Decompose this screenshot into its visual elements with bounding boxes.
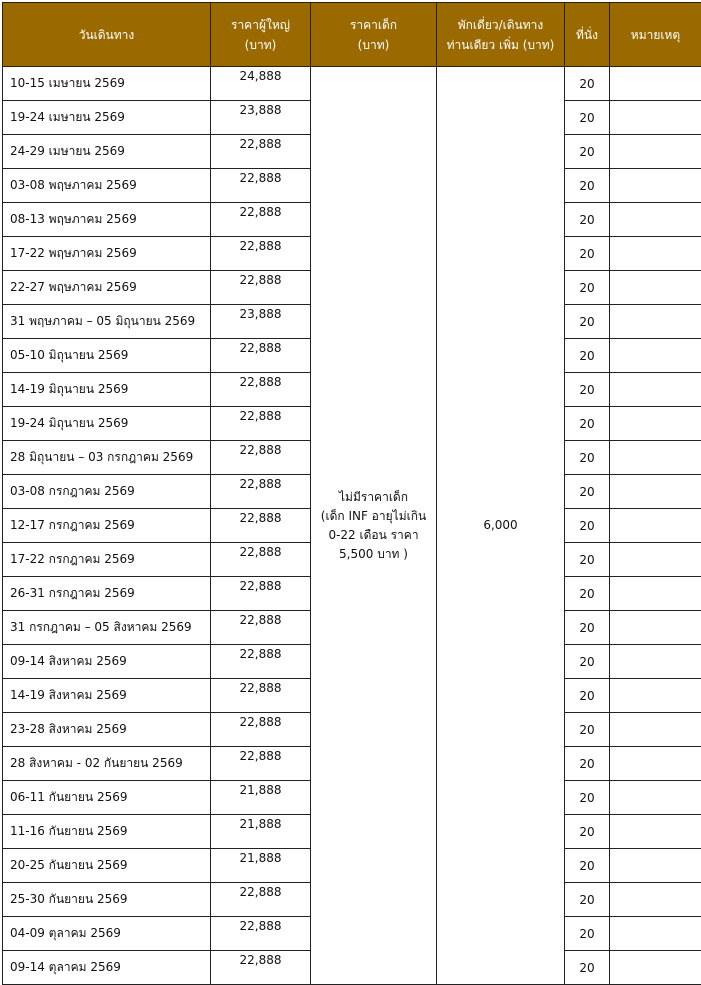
seats-cell: 20 <box>565 645 610 679</box>
adult-price-cell: 22,888 <box>211 917 311 951</box>
travel-date-cell: 12-17 กรกฎาคม 2569 <box>3 509 211 543</box>
header-single-supplement <box>437 3 565 67</box>
remarks-cell <box>610 577 701 611</box>
travel-date-cell: 03-08 พฤษภาคม 2569 <box>3 169 211 203</box>
remarks-cell <box>610 543 701 577</box>
travel-date-cell: 19-24 มิถุนายน 2569 <box>3 407 211 441</box>
travel-date-cell: 17-22 พฤษภาคม 2569 <box>3 237 211 271</box>
seats-cell: 20 <box>565 203 610 237</box>
adult-price-cell: 22,888 <box>211 679 311 713</box>
seats-cell: 20 <box>565 135 610 169</box>
seats-cell: 20 <box>565 951 610 985</box>
adult-price-cell: 22,888 <box>211 747 311 781</box>
travel-date-cell: 11-16 กันยายน 2569 <box>3 815 211 849</box>
travel-date-cell: 14-19 สิงหาคม 2569 <box>3 679 211 713</box>
travel-date-cell: 03-08 กรกฎาคม 2569 <box>3 475 211 509</box>
single-supplement-price: 6,000 <box>437 67 565 985</box>
remarks-cell <box>610 271 701 305</box>
travel-date-cell: 25-30 กันยายน 2569 <box>3 883 211 917</box>
adult-price-cell: 22,888 <box>211 611 311 645</box>
child-price-note <box>311 67 437 985</box>
travel-date-cell: 04-09 ตุลาคม 2569 <box>3 917 211 951</box>
seats-cell: 20 <box>565 373 610 407</box>
adult-price-cell: 22,888 <box>211 509 311 543</box>
travel-date-cell: 06-11 กันยายน 2569 <box>3 781 211 815</box>
header-row <box>3 3 701 67</box>
adult-price-cell: 22,888 <box>211 645 311 679</box>
seats-cell: 20 <box>565 781 610 815</box>
travel-date-cell: 05-10 มิถุนายน 2569 <box>3 339 211 373</box>
child-price-note-line: ไม่มีราคาเด็ก <box>317 488 430 507</box>
travel-date-cell: 10-15 เมษายน 2569 <box>3 67 211 101</box>
header-single-supplement-line2: ท่านเดียว เพิ่ม (บาท) <box>441 35 560 55</box>
child-price-note-line: 0-22 เดือน ราคา <box>317 526 430 545</box>
remarks-cell <box>610 475 701 509</box>
travel-date-cell: 28 สิงหาคม - 02 กันยายน 2569 <box>3 747 211 781</box>
header-adult-price-line2: (บาท) <box>215 35 306 55</box>
adult-price-cell: 22,888 <box>211 577 311 611</box>
header-child-price <box>311 3 437 67</box>
seats-cell: 20 <box>565 849 610 883</box>
remarks-cell <box>610 305 701 339</box>
seats-cell: 20 <box>565 441 610 475</box>
adult-price-cell: 22,888 <box>211 339 311 373</box>
remarks-cell <box>610 509 701 543</box>
seats-cell: 20 <box>565 611 610 645</box>
adult-price-cell: 22,888 <box>211 373 311 407</box>
travel-date-cell: 09-14 ตุลาคม 2569 <box>3 951 211 985</box>
travel-date-cell: 14-19 มิถุนายน 2569 <box>3 373 211 407</box>
remarks-cell <box>610 815 701 849</box>
remarks-cell <box>610 339 701 373</box>
remarks-cell <box>610 781 701 815</box>
table-body <box>3 67 701 985</box>
header-adult-price-line1: ราคาผู้ใหญ่ <box>215 15 306 35</box>
remarks-cell <box>610 237 701 271</box>
travel-date-cell: 17-22 กรกฎาคม 2569 <box>3 543 211 577</box>
remarks-cell <box>610 373 701 407</box>
adult-price-cell: 22,888 <box>211 441 311 475</box>
header-child-price-line2: (บาท) <box>315 35 432 55</box>
adult-price-cell: 22,888 <box>211 203 311 237</box>
travel-date-cell: 31 พฤษภาคม – 05 มิถุนายน 2569 <box>3 305 211 339</box>
seats-cell: 20 <box>565 237 610 271</box>
header-remarks: หมายเหตุ <box>610 3 701 67</box>
seats-cell: 20 <box>565 917 610 951</box>
seats-cell: 20 <box>565 271 610 305</box>
seats-cell: 20 <box>565 407 610 441</box>
seats-cell: 20 <box>565 101 610 135</box>
remarks-cell <box>610 407 701 441</box>
travel-date-cell: 08-13 พฤษภาคม 2569 <box>3 203 211 237</box>
header-travel-date: วันเดินทาง <box>3 3 211 67</box>
header-child-price-line1: ราคาเด็ก <box>315 15 432 35</box>
header-seats: ที่นั่ง <box>565 3 610 67</box>
adult-price-cell: 21,888 <box>211 781 311 815</box>
seats-cell: 20 <box>565 67 610 101</box>
adult-price-cell: 22,888 <box>211 271 311 305</box>
child-price-note-line: 5,500 บาท ) <box>317 545 430 564</box>
remarks-cell <box>610 849 701 883</box>
adult-price-cell: 24,888 <box>211 67 311 101</box>
remarks-cell <box>610 611 701 645</box>
remarks-cell <box>610 169 701 203</box>
remarks-cell <box>610 951 701 985</box>
seats-cell: 20 <box>565 747 610 781</box>
seats-cell: 20 <box>565 305 610 339</box>
remarks-cell <box>610 645 701 679</box>
adult-price-cell: 22,888 <box>211 475 311 509</box>
child-price-note-line: (เด็ก INF อายุไม่เกิน <box>317 507 430 526</box>
adult-price-cell: 22,888 <box>211 883 311 917</box>
remarks-cell <box>610 101 701 135</box>
seats-cell: 20 <box>565 169 610 203</box>
remarks-cell <box>610 747 701 781</box>
seats-cell: 20 <box>565 713 610 747</box>
travel-date-cell: 31 กรกฎาคม – 05 สิงหาคม 2569 <box>3 611 211 645</box>
travel-date-cell: 24-29 เมษายน 2569 <box>3 135 211 169</box>
seats-cell: 20 <box>565 883 610 917</box>
seats-cell: 20 <box>565 339 610 373</box>
adult-price-cell: 21,888 <box>211 815 311 849</box>
seats-cell: 20 <box>565 509 610 543</box>
adult-price-cell: 22,888 <box>211 713 311 747</box>
adult-price-cell: 23,888 <box>211 305 311 339</box>
seats-cell: 20 <box>565 577 610 611</box>
adult-price-cell: 22,888 <box>211 543 311 577</box>
remarks-cell <box>610 441 701 475</box>
remarks-cell <box>610 679 701 713</box>
remarks-cell <box>610 135 701 169</box>
adult-price-cell: 22,888 <box>211 169 311 203</box>
seats-cell: 20 <box>565 543 610 577</box>
adult-price-cell: 22,888 <box>211 237 311 271</box>
table-row <box>3 67 701 101</box>
remarks-cell <box>610 883 701 917</box>
tour-price-table <box>2 2 701 985</box>
seats-cell: 20 <box>565 815 610 849</box>
header-adult-price <box>211 3 311 67</box>
remarks-cell <box>610 917 701 951</box>
travel-date-cell: 20-25 กันยายน 2569 <box>3 849 211 883</box>
remarks-cell <box>610 67 701 101</box>
travel-date-cell: 22-27 พฤษภาคม 2569 <box>3 271 211 305</box>
travel-date-cell: 23-28 สิงหาคม 2569 <box>3 713 211 747</box>
travel-date-cell: 26-31 กรกฎาคม 2569 <box>3 577 211 611</box>
remarks-cell <box>610 713 701 747</box>
adult-price-cell: 22,888 <box>211 407 311 441</box>
travel-date-cell: 09-14 สิงหาคม 2569 <box>3 645 211 679</box>
travel-date-cell: 28 มิถุนายน – 03 กรกฎาคม 2569 <box>3 441 211 475</box>
header-single-supplement-line1: พักเดี่ยว/เดินทาง <box>441 15 560 35</box>
adult-price-cell: 22,888 <box>211 135 311 169</box>
travel-date-cell: 19-24 เมษายน 2569 <box>3 101 211 135</box>
adult-price-cell: 21,888 <box>211 849 311 883</box>
adult-price-cell: 22,888 <box>211 951 311 985</box>
remarks-cell <box>610 203 701 237</box>
adult-price-cell: 23,888 <box>211 101 311 135</box>
seats-cell: 20 <box>565 679 610 713</box>
seats-cell: 20 <box>565 475 610 509</box>
